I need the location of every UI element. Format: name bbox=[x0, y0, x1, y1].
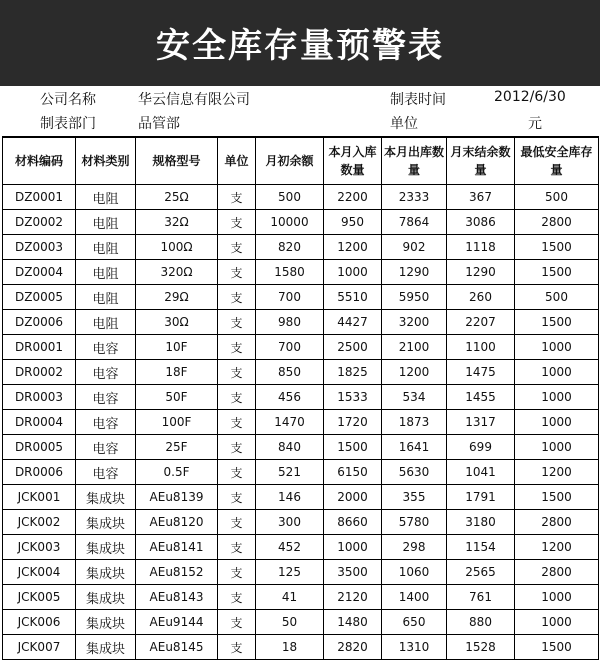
table-cell: 电阻 bbox=[76, 260, 136, 285]
table-cell: DR0005 bbox=[3, 435, 76, 460]
table-cell: 支 bbox=[218, 510, 256, 535]
table-cell: 2800 bbox=[515, 510, 599, 535]
table-cell: 电阻 bbox=[76, 185, 136, 210]
table-cell: 1400 bbox=[382, 585, 447, 610]
table-cell: 2800 bbox=[515, 560, 599, 585]
table-cell: 1825 bbox=[324, 360, 382, 385]
table-cell: AEu8143 bbox=[136, 585, 218, 610]
table-cell: 1720 bbox=[324, 410, 382, 435]
table-cell: 1200 bbox=[324, 235, 382, 260]
table-cell: 2000 bbox=[324, 485, 382, 510]
table-cell: 4427 bbox=[324, 310, 382, 335]
table-cell: 1500 bbox=[324, 435, 382, 460]
table-cell: 25F bbox=[136, 435, 218, 460]
table-cell: 1118 bbox=[447, 235, 515, 260]
table-row bbox=[3, 485, 599, 510]
table-cell: 820 bbox=[256, 235, 324, 260]
table-cell: 2207 bbox=[447, 310, 515, 335]
table-cell: 1000 bbox=[515, 410, 599, 435]
table-cell: 41 bbox=[256, 585, 324, 610]
table-cell: AEu8152 bbox=[136, 560, 218, 585]
table-cell: 电阻 bbox=[76, 310, 136, 335]
table-cell: 298 bbox=[382, 535, 447, 560]
table-cell: 支 bbox=[218, 610, 256, 635]
table-cell: 367 bbox=[447, 185, 515, 210]
table-cell: 1200 bbox=[515, 460, 599, 485]
table-cell: 1641 bbox=[382, 435, 447, 460]
table-cell: 支 bbox=[218, 285, 256, 310]
table-cell: 3086 bbox=[447, 210, 515, 235]
table-cell: 100Ω bbox=[136, 235, 218, 260]
table-cell: 1000 bbox=[324, 535, 382, 560]
table-cell: DR0003 bbox=[3, 385, 76, 410]
table-cell: 电阻 bbox=[76, 210, 136, 235]
table-cell: 10F bbox=[136, 335, 218, 360]
table-cell: 146 bbox=[256, 485, 324, 510]
table-cell: 1500 bbox=[515, 260, 599, 285]
table-cell: 支 bbox=[218, 210, 256, 235]
table-cell: 1317 bbox=[447, 410, 515, 435]
table-cell: 1533 bbox=[324, 385, 382, 410]
dept-value: 品管部 bbox=[138, 116, 180, 132]
table-row bbox=[3, 335, 599, 360]
table-cell: DZ0006 bbox=[3, 310, 76, 335]
title-banner bbox=[0, 0, 600, 86]
table-cell: 支 bbox=[218, 310, 256, 335]
table-cell: 1060 bbox=[382, 560, 447, 585]
table-cell: 500 bbox=[515, 285, 599, 310]
table-cell: 300 bbox=[256, 510, 324, 535]
table-row bbox=[3, 510, 599, 535]
table-cell: DR0006 bbox=[3, 460, 76, 485]
table-cell: 2200 bbox=[324, 185, 382, 210]
table-cell: 支 bbox=[218, 385, 256, 410]
table-header-row bbox=[3, 137, 599, 185]
table-cell: 3180 bbox=[447, 510, 515, 535]
col-header: 本月出库数量 bbox=[382, 137, 447, 185]
company-label: 公司名称 bbox=[40, 92, 96, 108]
table-cell: 1500 bbox=[515, 485, 599, 510]
table-cell: 2120 bbox=[324, 585, 382, 610]
table-cell: 1290 bbox=[447, 260, 515, 285]
table-cell: 1475 bbox=[447, 360, 515, 385]
table-cell: 5630 bbox=[382, 460, 447, 485]
table-cell: 集成块 bbox=[76, 535, 136, 560]
table-row bbox=[3, 285, 599, 310]
table-cell: 5950 bbox=[382, 285, 447, 310]
table-cell: 18F bbox=[136, 360, 218, 385]
table-cell: 1041 bbox=[447, 460, 515, 485]
table-cell: 电容 bbox=[76, 360, 136, 385]
table-cell: 8660 bbox=[324, 510, 382, 535]
table-cell: 电容 bbox=[76, 435, 136, 460]
table-cell: 1154 bbox=[447, 535, 515, 560]
table-cell: 500 bbox=[515, 185, 599, 210]
table-cell: 0.5F bbox=[136, 460, 218, 485]
table-cell: 集成块 bbox=[76, 585, 136, 610]
table-row bbox=[3, 385, 599, 410]
table-row bbox=[3, 360, 599, 385]
table-cell: 电容 bbox=[76, 335, 136, 360]
table-cell: JCK006 bbox=[3, 610, 76, 635]
table-cell: 32Ω bbox=[136, 210, 218, 235]
table-cell: DR0001 bbox=[3, 335, 76, 360]
table-cell: AEu9144 bbox=[136, 610, 218, 635]
table-cell: 集成块 bbox=[76, 635, 136, 660]
table-cell: 电阻 bbox=[76, 285, 136, 310]
table-cell: 1000 bbox=[324, 260, 382, 285]
table-cell: 1200 bbox=[515, 535, 599, 560]
table-row bbox=[3, 560, 599, 585]
inventory-table bbox=[2, 136, 599, 660]
table-cell: 1470 bbox=[256, 410, 324, 435]
date-value: 2012/6/30 bbox=[494, 89, 566, 105]
table-cell: AEu8141 bbox=[136, 535, 218, 560]
table-row bbox=[3, 235, 599, 260]
table-cell: 1500 bbox=[515, 235, 599, 260]
table-cell: 18 bbox=[256, 635, 324, 660]
table-cell: 支 bbox=[218, 185, 256, 210]
unit-label: 单位 bbox=[390, 116, 418, 132]
table-cell: JCK005 bbox=[3, 585, 76, 610]
table-cell: 支 bbox=[218, 560, 256, 585]
table-row bbox=[3, 585, 599, 610]
table-cell: 支 bbox=[218, 585, 256, 610]
dept-label: 制表部门 bbox=[40, 116, 96, 132]
table-cell: 50 bbox=[256, 610, 324, 635]
table-cell: DZ0003 bbox=[3, 235, 76, 260]
table-cell: 6150 bbox=[324, 460, 382, 485]
table-row bbox=[3, 210, 599, 235]
table-cell: JCK007 bbox=[3, 635, 76, 660]
table-cell: 1580 bbox=[256, 260, 324, 285]
table-cell: DZ0002 bbox=[3, 210, 76, 235]
table-cell: 1480 bbox=[324, 610, 382, 635]
table-cell: 7864 bbox=[382, 210, 447, 235]
table-cell: 355 bbox=[382, 485, 447, 510]
table-cell: 集成块 bbox=[76, 610, 136, 635]
table-cell: 700 bbox=[256, 285, 324, 310]
table-cell: JCK003 bbox=[3, 535, 76, 560]
table-cell: 支 bbox=[218, 260, 256, 285]
col-header: 月初余额 bbox=[256, 137, 324, 185]
table-cell: 320Ω bbox=[136, 260, 218, 285]
table-cell: 880 bbox=[447, 610, 515, 635]
table-cell: DR0002 bbox=[3, 360, 76, 385]
table-cell: 集成块 bbox=[76, 510, 136, 535]
table-row bbox=[3, 410, 599, 435]
table-cell: 集成块 bbox=[76, 485, 136, 510]
table-cell: 3500 bbox=[324, 560, 382, 585]
table-cell: 1290 bbox=[382, 260, 447, 285]
table-cell: 3200 bbox=[382, 310, 447, 335]
table-cell: 1791 bbox=[447, 485, 515, 510]
table-cell: 2500 bbox=[324, 335, 382, 360]
table-cell: 2100 bbox=[382, 335, 447, 360]
table-cell: 电容 bbox=[76, 410, 136, 435]
table-cell: 534 bbox=[382, 385, 447, 410]
table-cell: 30Ω bbox=[136, 310, 218, 335]
company-value: 华云信息有限公司 bbox=[138, 92, 250, 108]
table-cell: 电容 bbox=[76, 385, 136, 410]
table-cell: 1000 bbox=[515, 335, 599, 360]
table-cell: JCK001 bbox=[3, 485, 76, 510]
table-cell: 840 bbox=[256, 435, 324, 460]
table-cell: 980 bbox=[256, 310, 324, 335]
col-header: 规格型号 bbox=[136, 137, 218, 185]
table-cell: 1000 bbox=[515, 610, 599, 635]
table-cell: 1310 bbox=[382, 635, 447, 660]
table-cell: 1500 bbox=[515, 635, 599, 660]
table-cell: 1100 bbox=[447, 335, 515, 360]
table-cell: 452 bbox=[256, 535, 324, 560]
table-cell: 电容 bbox=[76, 460, 136, 485]
table-cell: 100F bbox=[136, 410, 218, 435]
table-cell: 1455 bbox=[447, 385, 515, 410]
table-cell: JCK002 bbox=[3, 510, 76, 535]
table-cell: 29Ω bbox=[136, 285, 218, 310]
table-cell: 1000 bbox=[515, 360, 599, 385]
table-cell: 2820 bbox=[324, 635, 382, 660]
table-cell: 1000 bbox=[515, 385, 599, 410]
col-header: 月末结余数量 bbox=[447, 137, 515, 185]
table-cell: 500 bbox=[256, 185, 324, 210]
table-cell: 1200 bbox=[382, 360, 447, 385]
table-row bbox=[3, 310, 599, 335]
table-row bbox=[3, 260, 599, 285]
table-cell: AEu8145 bbox=[136, 635, 218, 660]
table-cell: AEu8139 bbox=[136, 485, 218, 510]
table-row bbox=[3, 460, 599, 485]
table-cell: 1000 bbox=[515, 435, 599, 460]
table-cell: 1528 bbox=[447, 635, 515, 660]
table-cell: 1000 bbox=[515, 585, 599, 610]
table-cell: 5510 bbox=[324, 285, 382, 310]
table-cell: 2800 bbox=[515, 210, 599, 235]
table-cell: 支 bbox=[218, 485, 256, 510]
col-header: 本月入库数量 bbox=[324, 137, 382, 185]
page-title: 安全库存量预警表 bbox=[156, 26, 444, 66]
table-cell: 10000 bbox=[256, 210, 324, 235]
table-cell: 5780 bbox=[382, 510, 447, 535]
table-cell: 支 bbox=[218, 235, 256, 260]
table-cell: 260 bbox=[447, 285, 515, 310]
table-cell: 456 bbox=[256, 385, 324, 410]
table-cell: 950 bbox=[324, 210, 382, 235]
table-cell: DZ0004 bbox=[3, 260, 76, 285]
table-cell: 50F bbox=[136, 385, 218, 410]
table-cell: 1500 bbox=[515, 310, 599, 335]
table-cell: 850 bbox=[256, 360, 324, 385]
table-cell: 650 bbox=[382, 610, 447, 635]
table-row bbox=[3, 535, 599, 560]
table-cell: 2333 bbox=[382, 185, 447, 210]
table-cell: AEu8120 bbox=[136, 510, 218, 535]
table-cell: DZ0001 bbox=[3, 185, 76, 210]
table-cell: 700 bbox=[256, 335, 324, 360]
table-row bbox=[3, 610, 599, 635]
unit-value: 元 bbox=[528, 116, 542, 132]
table-cell: 521 bbox=[256, 460, 324, 485]
table-cell: 761 bbox=[447, 585, 515, 610]
table-cell: 25Ω bbox=[136, 185, 218, 210]
table-cell: 集成块 bbox=[76, 560, 136, 585]
header-info bbox=[0, 86, 600, 134]
table-cell: DZ0005 bbox=[3, 285, 76, 310]
table-cell: JCK004 bbox=[3, 560, 76, 585]
col-header: 单位 bbox=[218, 137, 256, 185]
table-row bbox=[3, 185, 599, 210]
table-cell: DR0004 bbox=[3, 410, 76, 435]
table-cell: 699 bbox=[447, 435, 515, 460]
table-cell: 支 bbox=[218, 535, 256, 560]
table-cell: 电阻 bbox=[76, 235, 136, 260]
col-header: 最低安全库存量 bbox=[515, 137, 599, 185]
col-header: 材料类别 bbox=[76, 137, 136, 185]
table-cell: 支 bbox=[218, 335, 256, 360]
table-cell: 支 bbox=[218, 460, 256, 485]
table-cell: 125 bbox=[256, 560, 324, 585]
table-cell: 支 bbox=[218, 435, 256, 460]
table-cell: 支 bbox=[218, 635, 256, 660]
col-header: 材料编码 bbox=[3, 137, 76, 185]
table-cell: 支 bbox=[218, 410, 256, 435]
table-cell: 支 bbox=[218, 360, 256, 385]
table-cell: 902 bbox=[382, 235, 447, 260]
table-cell: 1873 bbox=[382, 410, 447, 435]
table-row bbox=[3, 435, 599, 460]
table-cell: 2565 bbox=[447, 560, 515, 585]
date-label: 制表时间 bbox=[390, 92, 446, 108]
